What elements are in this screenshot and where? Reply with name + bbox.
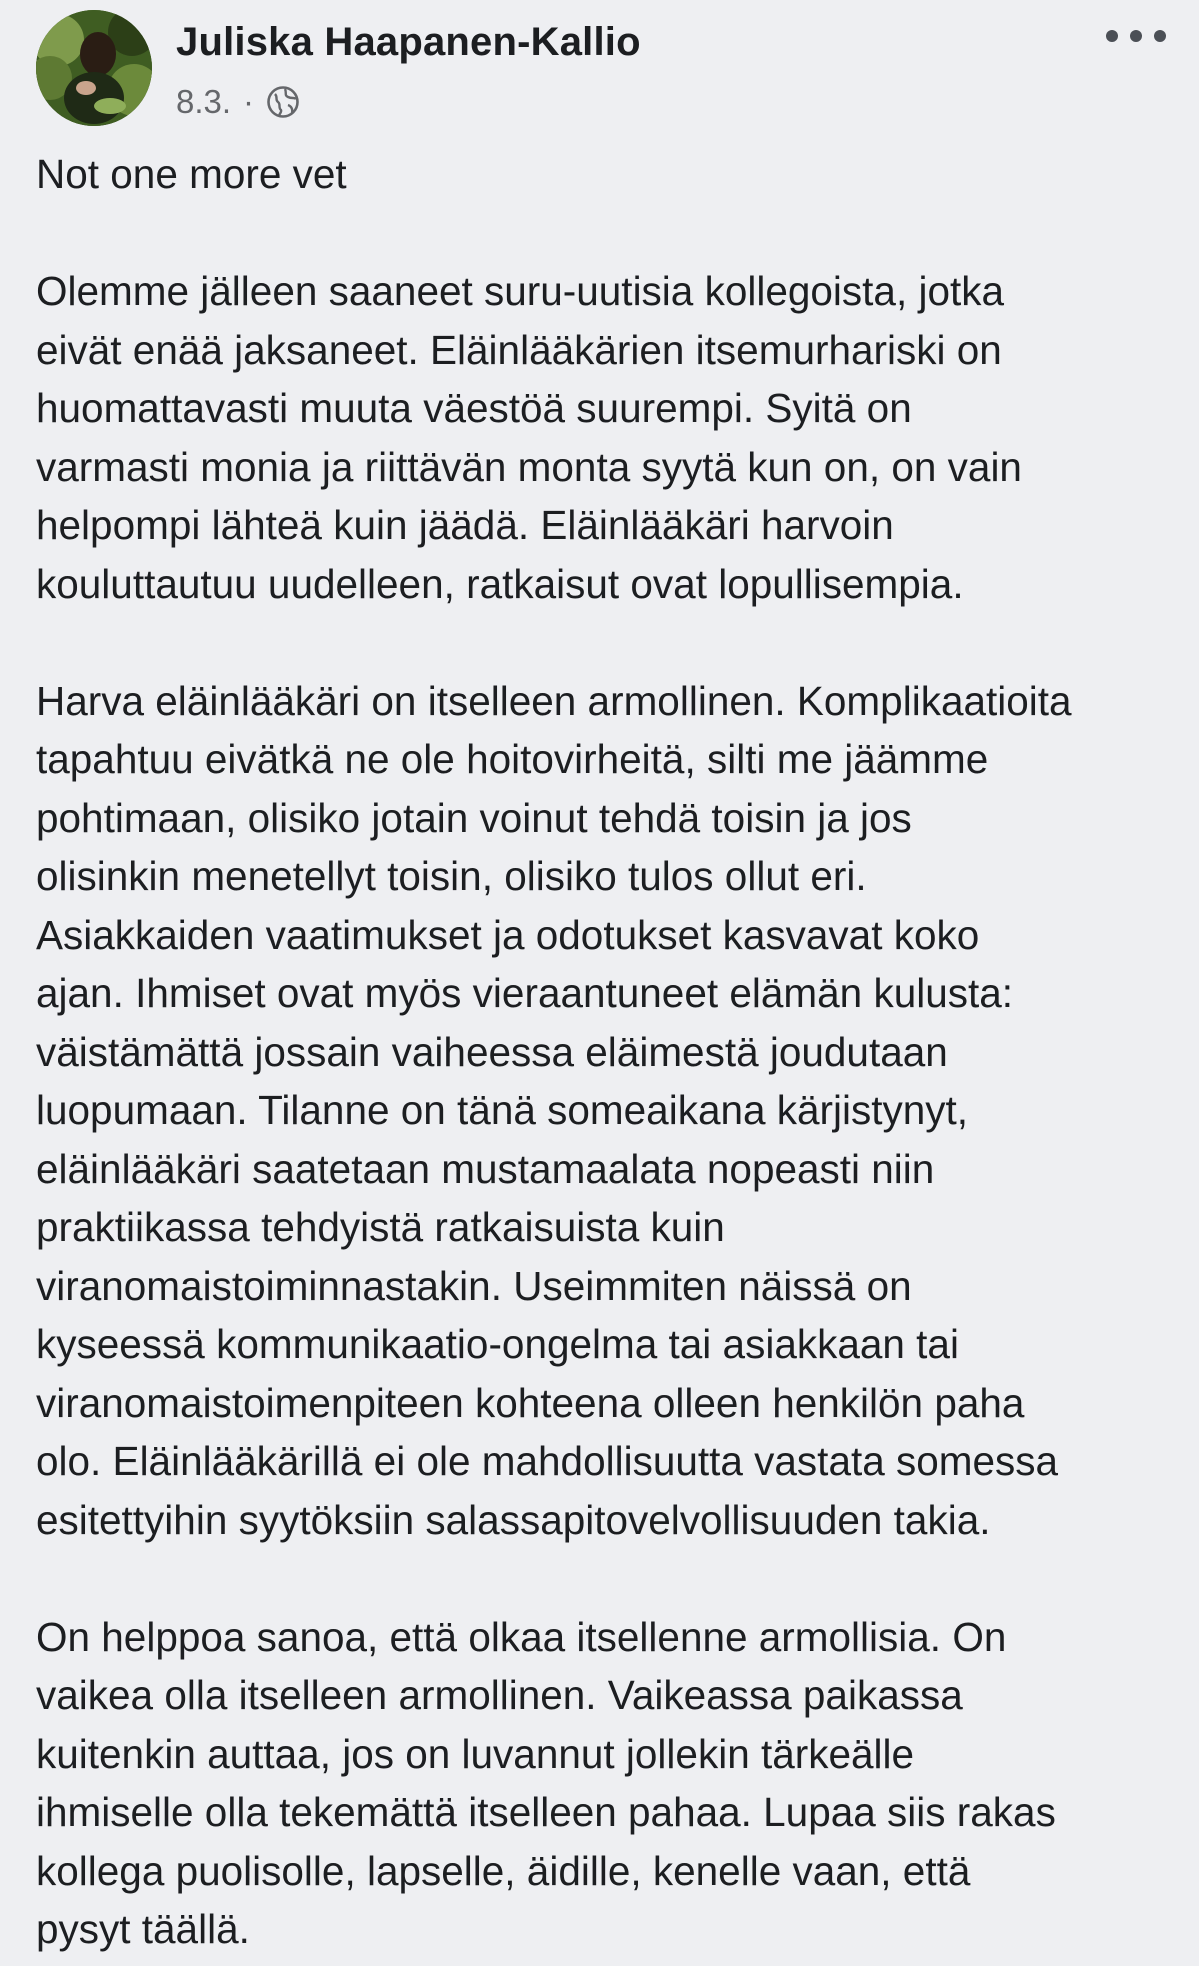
paragraph-2-line: olisinkin menetellyt toisin, olisiko tulos ollut eri. xyxy=(36,853,867,899)
paragraph-1-line: helpompi lähteä kuin jäädä. Eläinlääkäri harvoin xyxy=(36,502,894,548)
paragraph-3-line: On helppoa sanoa, että olkaa itsellenne armollisia. On xyxy=(36,1613,1007,1660)
paragraph-2-line: eläinlääkäri saatetaan mustamaalata nopeasti niin xyxy=(36,1145,935,1192)
paragraph-2-line: viranomaistoimenpiteen kohteena olleen henkilön paha xyxy=(36,1379,1025,1426)
paragraph-3-line: pysyt täällä. xyxy=(36,1906,250,1952)
paragraph-2-line: praktiikassa tehdyistä ratkaisuista kuin xyxy=(36,1204,725,1250)
paragraph-3-line: kollega puolisolle, lapselle, äidille, kenelle vaan, että xyxy=(36,1847,971,1894)
paragraph-2-line: kyseessä kommunikaatio-ongelma tai asiakkaan tai xyxy=(36,1321,959,1367)
paragraph-3-line: vaikea olla itselleen armollinen. Vaikeassa paikassa xyxy=(36,1672,963,1718)
more-options-icon[interactable] xyxy=(1106,18,1166,54)
paragraph-1-line: eivät enää jaksaneet. Eläinlääkärien itsemurhariski on xyxy=(36,326,1002,373)
paragraph-2-line: luopumaan. Tilanne on tänä someaikana kärjistynyt, xyxy=(36,1087,969,1133)
more-dot xyxy=(1154,30,1166,42)
post-header xyxy=(36,6,1166,124)
post-date[interactable]: 8.3. xyxy=(176,83,232,120)
paragraph-1-line: Olemme jälleen saaneet suru-uutisia kollegoista, jotka xyxy=(36,268,1005,314)
paragraph-2-line: olo. Eläinlääkärillä ei ole mahdollisuutta vastata somessa xyxy=(36,1438,1059,1484)
avatar[interactable] xyxy=(36,10,152,126)
post-text xyxy=(36,145,1186,1959)
avatar-photo xyxy=(36,10,152,126)
meta-separator: · xyxy=(243,83,255,120)
paragraph-3-line: ihmiselle olla tekemättä itselleen pahaa. Lupaa siis rakas xyxy=(36,1789,1056,1835)
paragraph-spacer xyxy=(36,1549,1186,1608)
post-meta xyxy=(176,82,300,122)
more-dot xyxy=(1106,30,1118,42)
globe-icon xyxy=(266,85,300,119)
paragraph-2-line: väistämättä jossain vaiheessa eläimestä joudutaan xyxy=(36,1028,948,1075)
paragraph-spacer xyxy=(36,613,1186,672)
more-dot xyxy=(1130,30,1142,42)
paragraph-2-line: esitettyihin syytöksiin salassapitovelvollisuuden takia. xyxy=(36,1496,991,1543)
paragraph-3-line: kuitenkin auttaa, jos on luvannut jollekin tärkeälle xyxy=(36,1730,915,1777)
paragraph-2-line: Harva eläinlääkäri on itselleen armollinen. Komplikaatioita xyxy=(36,677,1072,724)
paragraph-2-line: pohtimaan, olisiko jotain voinut tehdä toisin ja jos xyxy=(36,794,912,841)
paragraph-1-line: varmasti monia ja riittävän monta syytä kun on, on vain xyxy=(36,443,1022,490)
post-title-line: Not one more vet xyxy=(36,151,347,197)
paragraph-1-line: huomattavasti muuta väestöä suurempi. Syitä on xyxy=(36,385,912,431)
paragraph-2-line: viranomaistoiminnastakin. Useimmiten näissä on xyxy=(36,1262,912,1309)
author-name[interactable]: Juliska Haapanen-Kallio xyxy=(176,20,641,64)
paragraph-1-line: kouluttautuu uudelleen, ratkaisut ovat lopullisempia. xyxy=(36,560,964,607)
paragraph-2-line: tapahtuu eivätkä ne ole hoitovirheitä, silti me jäämme xyxy=(36,736,989,782)
paragraph-spacer xyxy=(36,204,1186,263)
paragraph-2-line: Asiakkaiden vaatimukset ja odotukset kasvavat koko xyxy=(36,911,980,958)
paragraph-2-line: ajan. Ihmiset ovat myös vieraantuneet elämän kulusta: xyxy=(36,970,1014,1016)
